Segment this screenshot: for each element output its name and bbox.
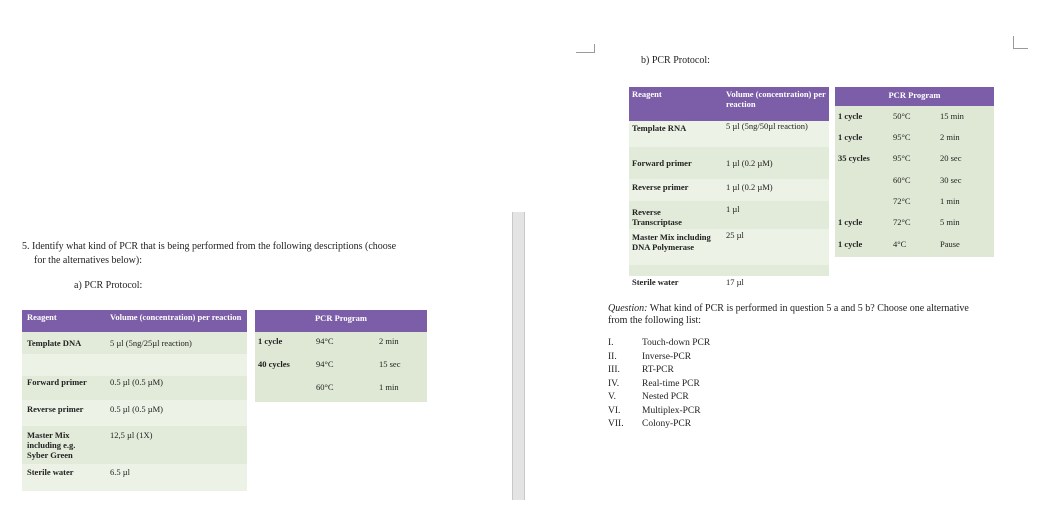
table-a-reagent-3: Master Mix including e.g. Syber Green [27, 430, 76, 460]
question5-line2: for the alternatives below): [34, 255, 143, 266]
list-item [608, 405, 710, 419]
table-b-reagent-1: Forward primer [632, 158, 692, 168]
table-a-reagent-1: Forward primer [27, 377, 87, 387]
table-a-temp-2: 60°C [316, 382, 334, 392]
table-b-volume-5: 17 µl [726, 277, 744, 287]
table-b-program [835, 87, 994, 257]
list-text: Touch-down PCR [642, 338, 711, 348]
question-label: Question: [608, 303, 648, 314]
list-text: Real-time PCR [642, 378, 700, 389]
table-b-col-reagent: Reagent [632, 89, 662, 99]
list-text: Inverse-PCR [642, 351, 692, 362]
table-b [629, 87, 829, 287]
list-num: VII. [608, 419, 624, 429]
list-num: III. [608, 365, 620, 375]
list-text: RT-PCR [642, 365, 674, 375]
table-b-cycles-0: 1 cycle [838, 111, 863, 121]
table-a [22, 310, 247, 491]
table-a-col-volume: Volume (concentration) per reaction [110, 312, 242, 322]
question-line1 [608, 303, 969, 315]
list-text: Multiplex-PCR [642, 405, 701, 416]
list-num: II. [608, 351, 617, 362]
table-a-reagent-0: Template DNA [27, 338, 82, 348]
table-b-cycles-1: 1 cycle [838, 132, 863, 142]
list-num: VI. [608, 405, 621, 416]
table-b-volume-2: 1 µl (0.2 µM) [726, 182, 773, 192]
list-num: IV. [608, 378, 620, 389]
table-b-temp-1: 95°C [893, 132, 911, 142]
page-corner-left [576, 44, 595, 53]
table-a-time-0: 2 min [379, 336, 399, 346]
list-item [608, 337, 710, 351]
table-b-temp-2: 95°C [893, 153, 911, 163]
page-corner-right [1013, 36, 1028, 49]
table-b-cycles-6: 1 cycle [838, 239, 863, 249]
table-b-volume-1: 1 µl (0.2 µM) [726, 158, 773, 168]
table-b-time-5: 5 min [940, 217, 960, 227]
table-b-program-title: PCR Program [888, 90, 941, 100]
page-divider [512, 212, 525, 500]
table-a-volume-2: 0.5 µl (0.5 µM) [110, 404, 164, 414]
alternatives-list [608, 337, 710, 432]
table-b-reagent-3: Reverse Transcriptase [632, 207, 682, 227]
table-b-volume-3: 1 µl [726, 204, 740, 214]
list-text: Nested PCR [642, 392, 689, 402]
table-a-volume-1: 0.5 µl (0.5 µM) [110, 377, 164, 387]
table-b-reagent-0: Template RNA [632, 123, 687, 133]
table-b-temp-6: 4°C [893, 239, 907, 249]
question5-line1: 5. Identify what kind of PCR that is being performed from the following descriptions (choose [22, 241, 397, 252]
table-b-volume-4: 25 µl [726, 230, 744, 240]
table-a-reagent-2: Reverse primer [27, 404, 84, 414]
table-row [629, 265, 829, 276]
table-b-cycles-2: 35 cycles [838, 153, 870, 163]
table-b-time-3: 30 sec [940, 175, 962, 185]
list-item [608, 391, 710, 405]
table-a-reagent-4: Sterile water [27, 467, 74, 477]
table-a-time-1: 15 sec [379, 359, 401, 369]
table-a-col-reagent: Reagent [27, 312, 57, 322]
table-a-temp-0: 94°C [316, 336, 334, 346]
table-b-time-0: 15 min [940, 111, 964, 121]
table-b-volume-0: 5 µl (5ng/50µl reaction) [726, 121, 808, 131]
table-b-program-body [835, 106, 994, 257]
table-b-time-2: 20 sec [940, 153, 962, 163]
table-a-time-2: 1 min [379, 382, 399, 392]
table-b-temp-4: 72°C [893, 196, 911, 206]
table-b-time-4: 1 min [940, 196, 960, 206]
table-b-temp-5: 72°C [893, 217, 911, 227]
table-b-reagent-4: Master Mix including DNA Polymerase [632, 232, 711, 252]
list-text: Colony-PCR [642, 419, 692, 429]
table-a-volume-4: 6.5 µl [110, 467, 131, 477]
table-row [22, 354, 247, 376]
table-a-program [255, 310, 427, 402]
table-b-temp-3: 60°C [893, 175, 911, 185]
table-b-time-1: 2 min [940, 132, 960, 142]
table-a-program-title: PCR Program [314, 313, 367, 323]
table-a-cycles-1: 40 cycles [258, 359, 290, 369]
question-line2: from the following list: [608, 315, 702, 326]
question-text1: What kind of PCR is performed in question 5 a and 5 b? Choose one alternative [647, 303, 969, 314]
list-item [608, 364, 710, 378]
table-a-temp-1: 94°C [316, 359, 334, 369]
protocol-b-title: b) PCR Protocol: [641, 55, 710, 66]
table-b-reagent-5: Sterile water [632, 277, 679, 287]
list-item [608, 378, 710, 392]
list-item [608, 418, 710, 432]
table-b-col-volume: Volume (concentration) per reaction [726, 89, 826, 109]
protocol-a-title: a) PCR Protocol: [74, 280, 143, 291]
list-num: V. [608, 392, 617, 402]
table-b-reagent-2: Reverse primer [632, 182, 689, 192]
table-b-temp-0: 50°C [893, 111, 911, 121]
table-b-cycles-5: 1 cycle [838, 217, 863, 227]
table-b-time-6: Pause [940, 239, 960, 249]
list-num: I. [608, 338, 614, 348]
table-a-volume-0: 5 µl (5ng/25µl reaction) [110, 338, 192, 348]
table-a-cycles-0: 1 cycle [258, 336, 283, 346]
table-a-volume-3: 12,5 µl (1X) [110, 430, 153, 440]
list-item [608, 351, 710, 365]
